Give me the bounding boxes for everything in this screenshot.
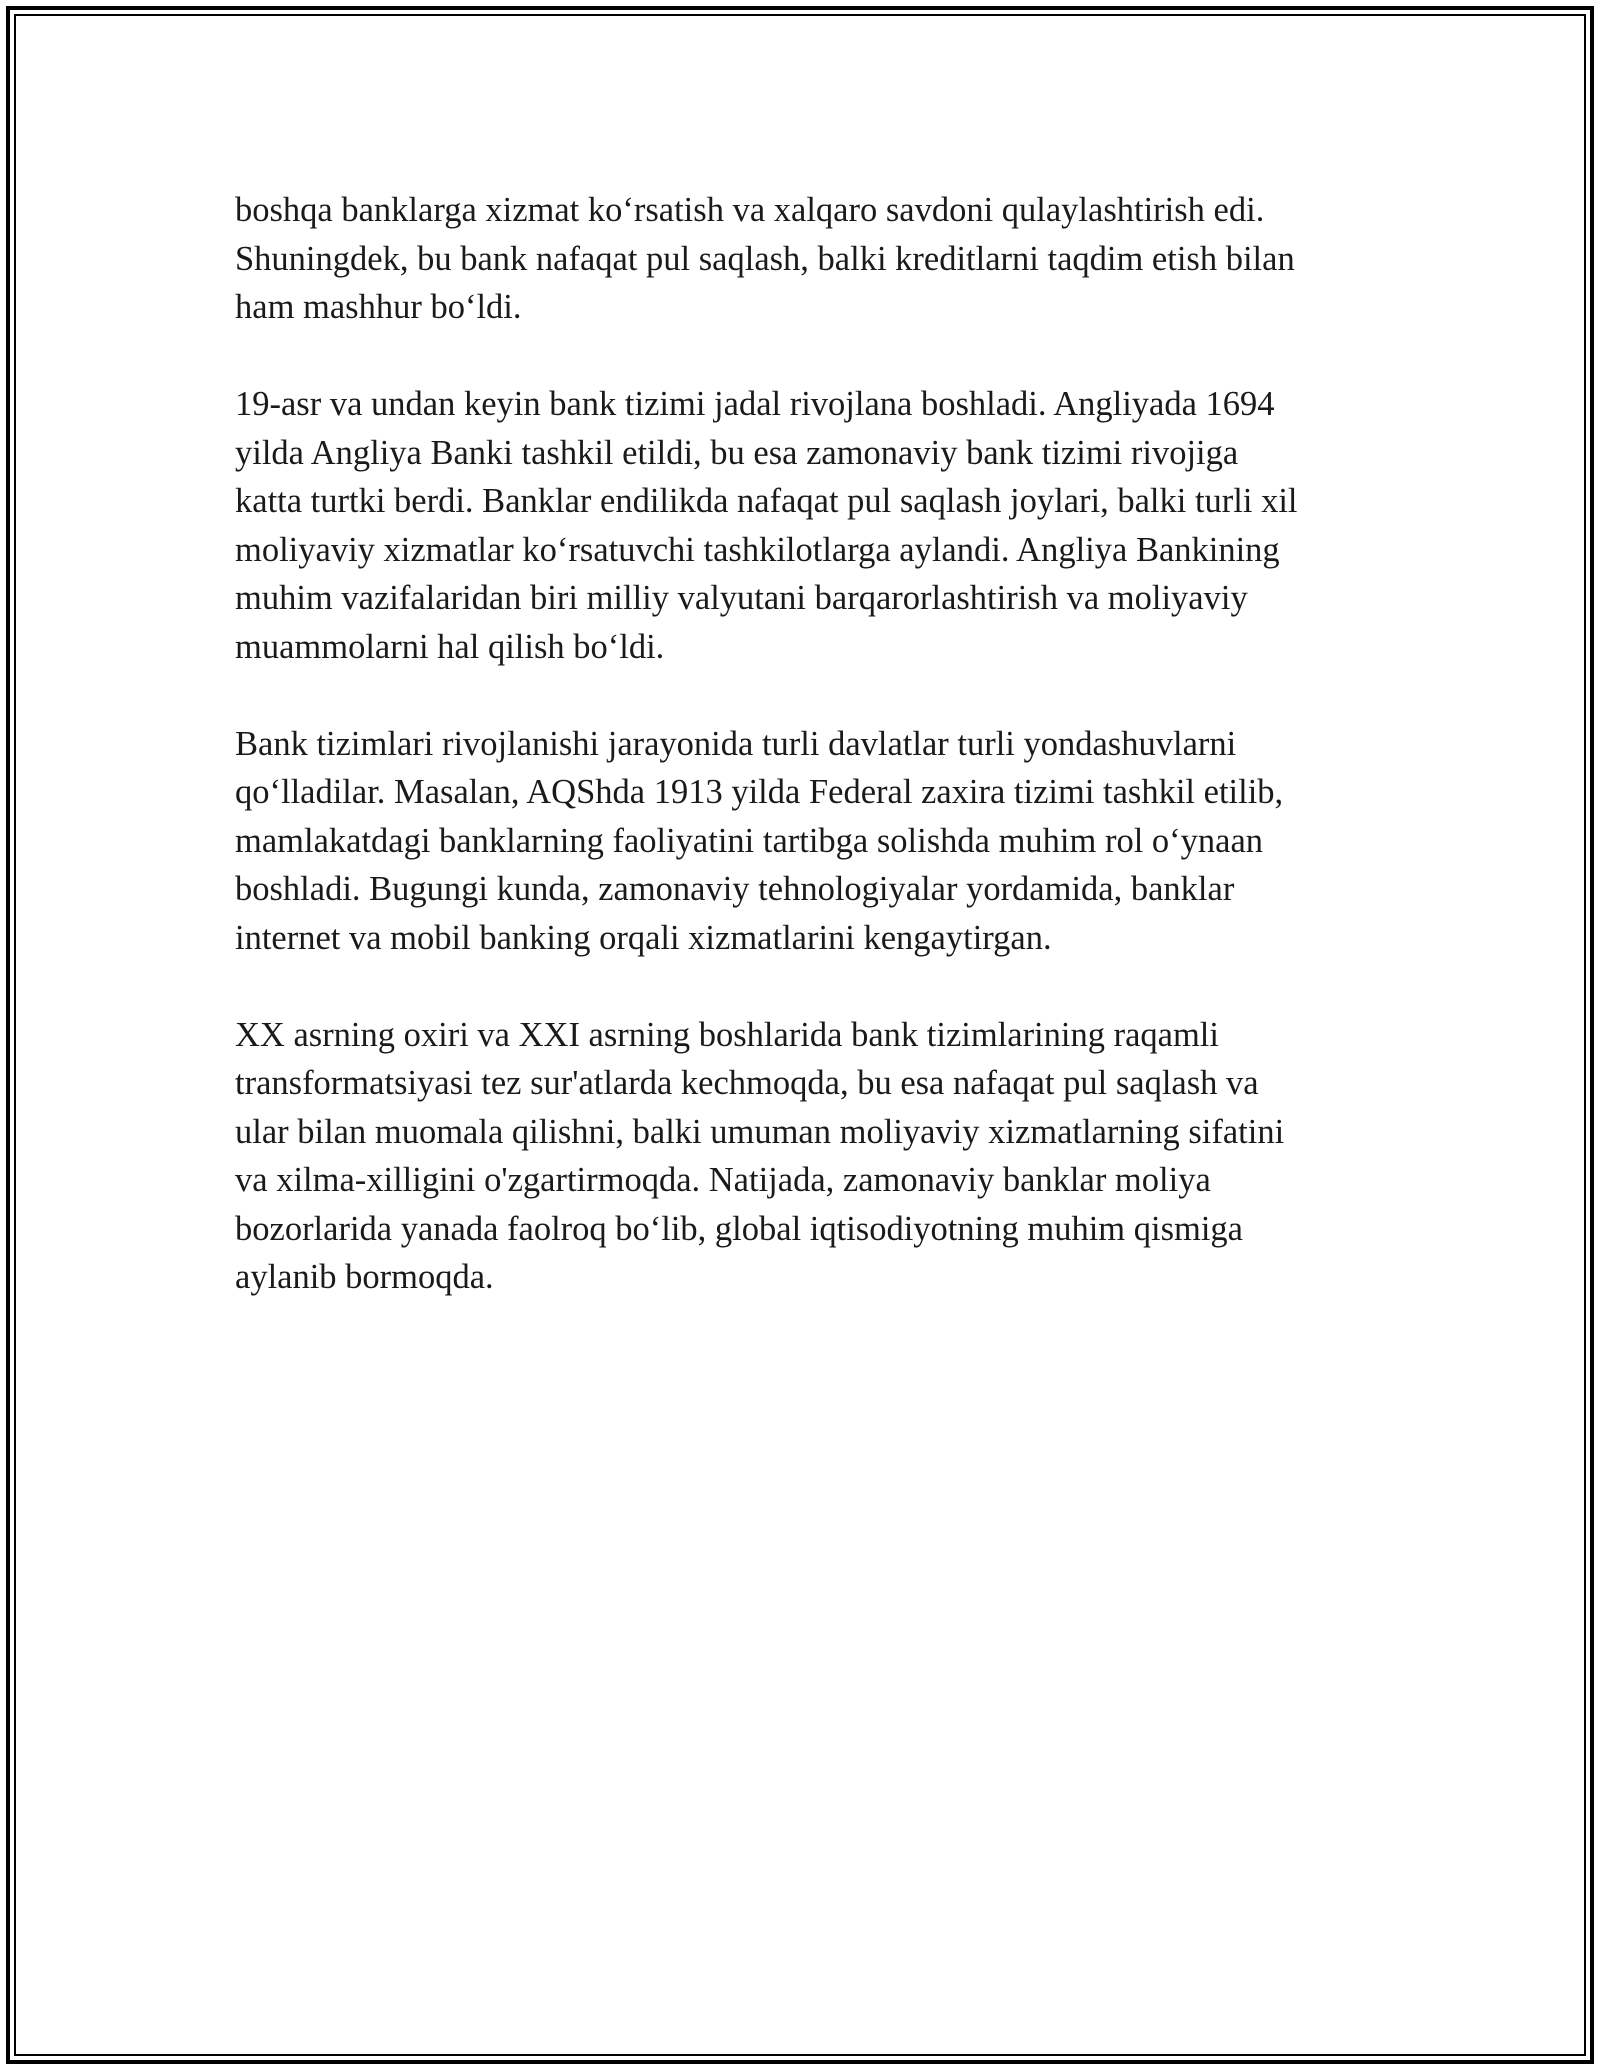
text-line: transformatsiyasi tez sur'atlarda kechmoqda, bu esa nafaqat pul saqlash va — [235, 1064, 1259, 1102]
text-line: katta turtki berdi. Banklar endilikda nafaqat pul saqlash joylari, balki turli xil — [235, 482, 1298, 520]
text-line: mamlakatdagi banklarning faoliyatini tartibga solishda muhim rol o‘ynaan — [235, 821, 1264, 860]
text-line: muhim vazifalaridan biri milliy valyutani barqarorlashtirish va moliyaviy — [235, 579, 1248, 617]
text-line: boshqa banklarga xizmat ko‘rsatish va xalqaro savdoni qulaylashtirish edi. — [235, 191, 1265, 229]
text-line: XX asrning oxiri va XXI asrning boshlarida bank tizimlarining raqamli — [235, 1015, 1219, 1054]
text-line: va xilma-xilligini o'zgartirmoqda. Natijada, zamonaviy banklar moliya — [235, 1161, 1211, 1199]
text-line: Bank tizimlari rivojlanishi jarayonida turli davlatlar turli yondashuvlarni — [235, 724, 1237, 763]
text-line: 19-asr va undan keyin bank tizimi jadal rivojlana boshladi. Angliyada 1694 — [235, 385, 1275, 423]
text-line: muammolarni hal qilish bo‘ldi. — [235, 627, 665, 666]
text-line: Shuningdek, bu bank nafaqat pul saqlash, balki kreditlarni taqdim etish bilan — [235, 239, 1295, 278]
text-line: boshladi. Bugungi kunda, zamonaviy tehnologiyalar yordamida, banklar — [235, 870, 1235, 908]
text-line: aylanib bormoqda. — [235, 1258, 494, 1296]
paragraph-2 — [235, 380, 1415, 671]
paragraph-3 — [235, 720, 1415, 963]
paragraph-4 — [235, 1011, 1415, 1302]
document-body — [235, 186, 1415, 1350]
text-line: qo‘lladilar. Masalan, AQShda 1913 yilda Federal zaxira tizimi tashkil etilib, — [235, 773, 1284, 811]
paragraph-1 — [235, 186, 1415, 332]
text-line: internet va mobil banking orqali xizmatlarini kengaytirgan. — [235, 918, 1052, 957]
text-line: ham mashhur bo‘ldi. — [235, 288, 522, 326]
text-line: ular bilan muomala qilishni, balki umuman moliyaviy xizmatlarning sifatini — [235, 1112, 1285, 1151]
text-line: yilda Angliya Banki tashkil etildi, bu esa zamonaviy bank tizimi rivojiga — [235, 433, 1239, 472]
text-line: bozorlarida yanada faolroq bo‘lib, global iqtisodiyotning muhim qismiga — [235, 1209, 1243, 1248]
text-line: moliyaviy xizmatlar ko‘rsatuvchi tashkilotlarga aylandi. Angliya Bankining — [235, 530, 1280, 569]
